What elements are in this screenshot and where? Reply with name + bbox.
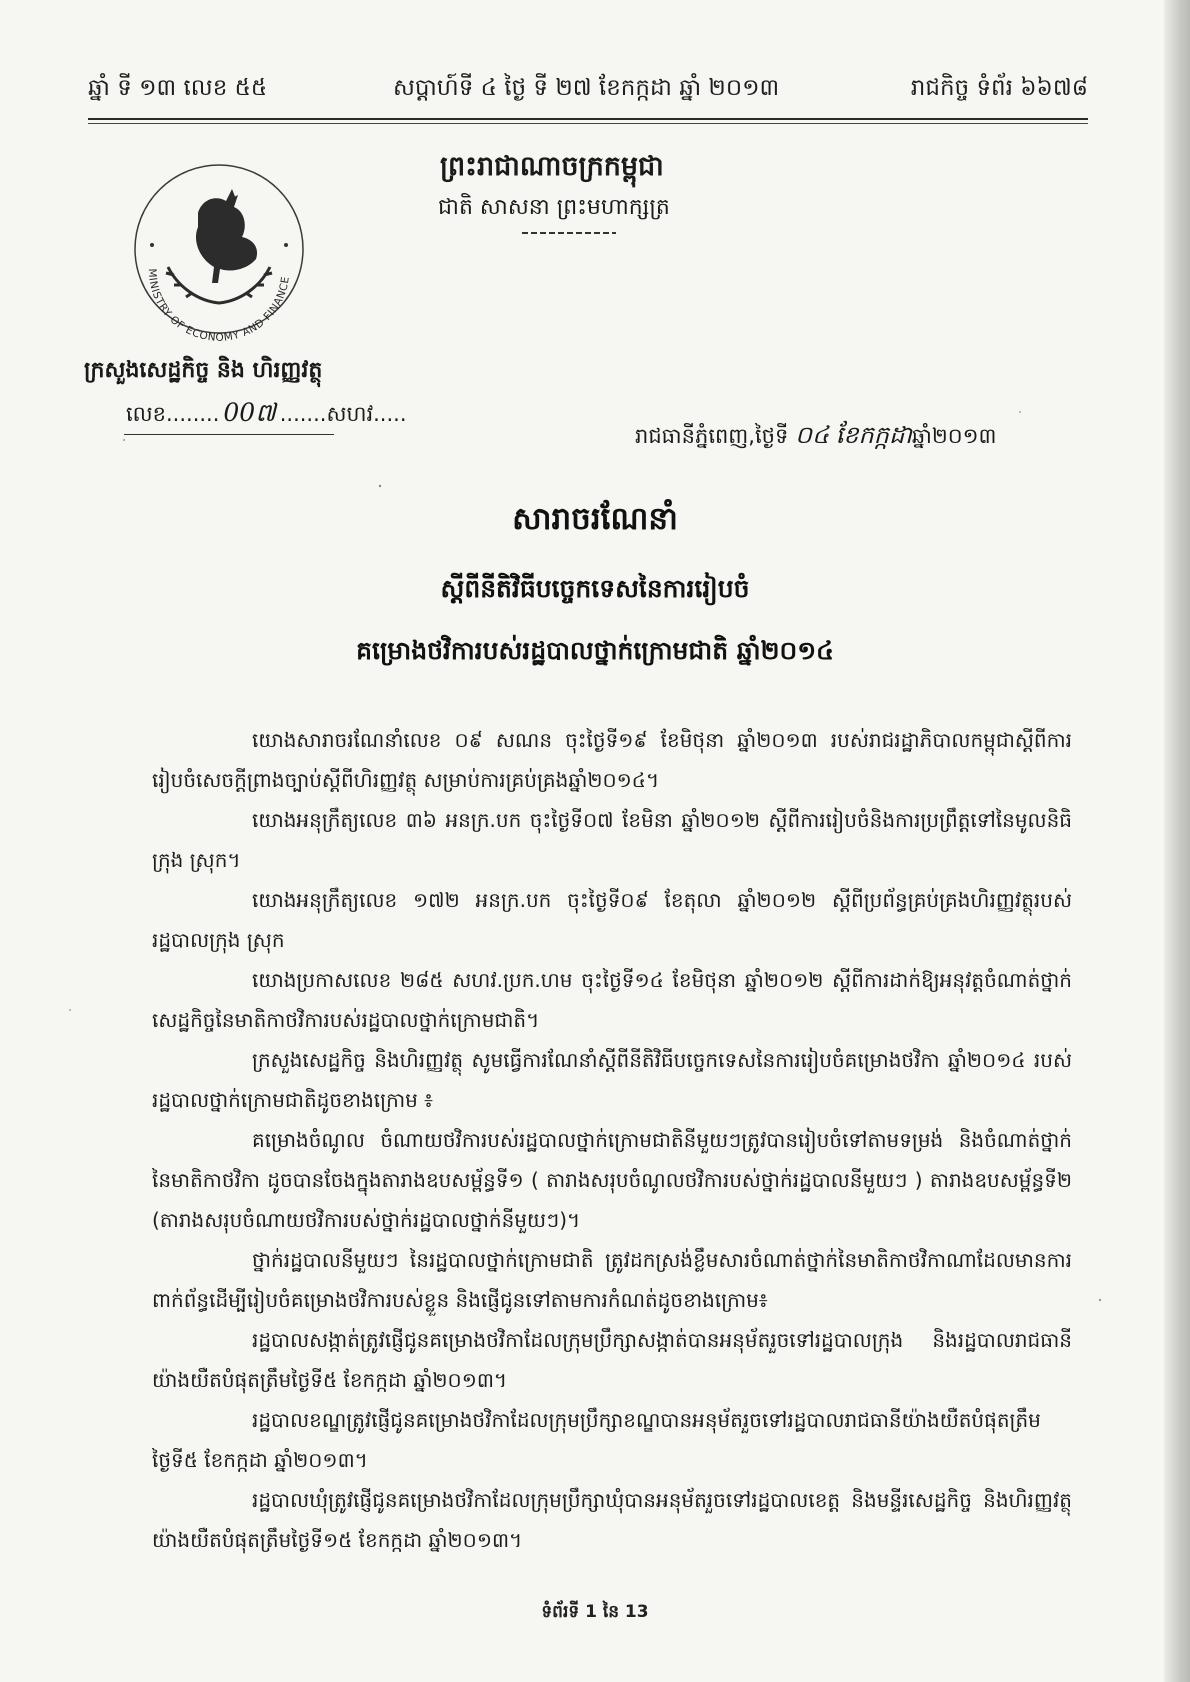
gazette-header <box>88 74 1088 114</box>
header-rule-thin <box>88 123 1088 124</box>
gazette-date: សប្តាហ៍ទី ៤ ថ្ងៃ ទី ២៧ ខែកក្កដា ឆ្នាំ ២០១៣ <box>393 75 780 101</box>
rooster-seal-icon <box>128 155 310 343</box>
date-prefix: រាជធានីភ្នំពេញ,ថ្ងៃទី <box>635 424 789 448</box>
date-day: ០៤ <box>795 421 829 449</box>
reference-number: លេខ........ 00៧ .......សហវ..... <box>126 398 407 427</box>
national-motto: ជាតិ សាសនា ព្រះមហាក្សត្រ <box>438 195 670 220</box>
issue-date <box>635 420 996 455</box>
scan-edge-shadow <box>1164 0 1190 1682</box>
document-body <box>152 720 1072 1560</box>
reference-underline <box>124 434 334 435</box>
paragraph: ថ្នាក់រដ្ឋបាលនីមួយៗ នៃរដ្ឋបាលថ្នាក់ក្រោមជាតិ ត្រូវដកស្រង់ខ្លឹមសារចំណាត់ថ្នាក់នៃមាតិកាថវិកាណាដែលមានការពាក់ព័ន្ធដើម្បីរៀបចំគម្រោងថវិការបស់ខ្លួន និងផ្ញើជូនទៅតាមការកំណត់ដូចខាងក្រោម៖ <box>152 1248 1072 1312</box>
ref-suffix: សហវ..... <box>326 402 407 426</box>
paragraph: រដ្ឋបាលសង្កាត់ត្រូវផ្ញើជូនគម្រោងថវិកាដែលក្រុមប្រឹក្សាសង្កាត់បានអនុម័តរួចទៅរដ្ឋបាលក្រុង និងរដ្ឋបាលរាជធានីយ៉ាងយឺតបំផុតត្រឹមថ្ងៃទី៥ ខែកក្កដា ឆ្នាំ២០១៣។ <box>152 1328 1072 1392</box>
document-subtitle-line-2: គម្រោងថវិការបស់រដ្ឋបាលថ្នាក់ក្រោមជាតិ ឆ្នាំ២០១៤ <box>356 636 834 665</box>
page-footer: ទំព័រទី 1 នៃ 13 <box>541 1602 649 1622</box>
svg-text:MINISTRY OF ECONOMY AND FINANC <box>146 268 292 343</box>
paragraph: យោងសារាចរណែនាំលេខ ០៩ សណន ចុះថ្ងៃទី១៩ ខែមិថុនា ឆ្នាំ២០១៣ របស់រាជរដ្ឋាភិបាលកម្ពុជាស្តីពីការរៀបចំសេចក្តីព្រាងច្បាប់ស្តីពីហិរញ្ញវត្ថុ សម្រាប់ការគ្រប់គ្រងឆ្នាំ២០១៤។ <box>152 728 1072 792</box>
paragraph: គម្រោងចំណូល ចំណាយថវិការបស់រដ្ឋបាលថ្នាក់ក្រោមជាតិនីមួយៗត្រូវបានរៀបចំទៅតាមទម្រង់ និងចំណាត់ថ្នាក់នៃមាតិកាថវិកា ដូចបានចែងក្នុងតារាងឧបសម្ព័ន្ធទី១ ( តារាងសរុបចំណូលថវិការបស់ថ្នាក់រដ្ឋបាលនីមួយៗ ) តារាងឧបសម្ព័ន្ធទី២ (តារាងសរុបចំណាយថវិការបស់ថ្នាក់រដ្ឋបាលថ្នាក់នីមួយៗ)។ <box>152 1128 1072 1232</box>
gazette-page: រាជកិច្ច ទំព័រ ៦៦៧៨ <box>910 75 1088 101</box>
paragraph: រដ្ឋបាលខណ្ឌត្រូវផ្ញើជូនគម្រោងថវិកាដែលក្រុមប្រឹក្សាខណ្ឌបានអនុម័តរួចទៅរដ្ឋបាលរាជធានីយ៉ាងយឺតបំផុតត្រឹមថ្ងៃទី៥ ខែកក្កដា ឆ្នាំ២០១៣។ <box>152 1408 1041 1472</box>
date-year: ឆ្នាំ២០១៣ <box>911 424 997 448</box>
paragraph: យោងប្រកាសលេខ ២៨៥ សហវ.ប្រក.ហម ចុះថ្ងៃទី១៤ ខែមិថុនា ឆ្នាំ២០១២ ស្តីពីការដាក់ឱ្យអនុវត្តចំណាត់ថ្នាក់សេដ្ឋកិច្ចនៃមាតិកាថវិការបស់រដ្ឋបាលថ្នាក់ក្រោមជាតិ។ <box>152 968 1072 1032</box>
kingdom-name: ព្រះរាជាណាចក្រកម្ពុជា <box>440 151 664 182</box>
paragraph: រដ្ឋបាលឃុំត្រូវផ្ញើជូនគម្រោងថវិកាដែលក្រុមប្រឹក្សាឃុំបានអនុម័តរួចទៅរដ្ឋបាលខេត្ត និងមន្ទីរសេដ្ឋកិច្ច និងហិរញ្ញវត្ថុយ៉ាងយឺតបំផុតត្រឹមថ្ងៃទី១៥ ខែកក្កដា ឆ្នាំ២០១៣។ <box>152 1488 1072 1552</box>
seal-text: MINISTRY OF ECONOMY AND FINANCE <box>145 268 292 343</box>
ref-prefix: លេខ <box>126 402 166 426</box>
header-rule <box>88 118 1088 120</box>
document-subtitle-line-1: ស្តីពីនីតិវិធីបច្ចេកទេសនៃការរៀបចំ <box>440 574 750 603</box>
paragraph: ក្រសួងសេដ្ឋកិច្ច និងហិរញ្ញវត្ថុ សូមធ្វើការណែនាំស្តីពីនីតិវិធីបច្ចេកទេសនៃការរៀបចំគម្រោងថវិកា ឆ្នាំ២០១៤ របស់រដ្ឋបាលថ្នាក់ក្រោមជាតិដូចខាងក្រោម ៖ <box>152 1048 1072 1112</box>
ref-number: 00៧ <box>223 398 276 427</box>
ministry-name: ក្រសួងសេដ្ឋកិច្ច និង ហិរញ្ញវត្ថុ <box>84 358 323 383</box>
paragraph: យោងអនុក្រឹត្យលេខ ៣៦ អនក្រ.បក ចុះថ្ងៃទី០៧ ខែមិនា ឆ្នាំ២០១២ ស្តីពីការរៀបចំនិងការប្រព្រឹត្តទៅនៃមូលនិធិក្រុង ស្រុក។ <box>152 808 1072 872</box>
date-month: ខែកក្កដា <box>835 421 912 449</box>
gazette-issue: ឆ្នាំ ទី ១៣ លេខ ៥៥ <box>88 75 268 101</box>
motto-divider <box>522 232 616 234</box>
document-title: សារាចរណែនាំ <box>512 501 678 537</box>
paragraph: យោងអនុក្រឹត្យលេខ ១៧២ អនក្រ.បក ចុះថ្ងៃទី០៩ ខែតុលា ឆ្នាំ២០១២ ស្តីពីប្រព័ន្ធគ្រប់គ្រងហិរញ្ញវត្ថុរបស់រដ្ឋបាលក្រុង ស្រុក <box>152 888 1072 952</box>
